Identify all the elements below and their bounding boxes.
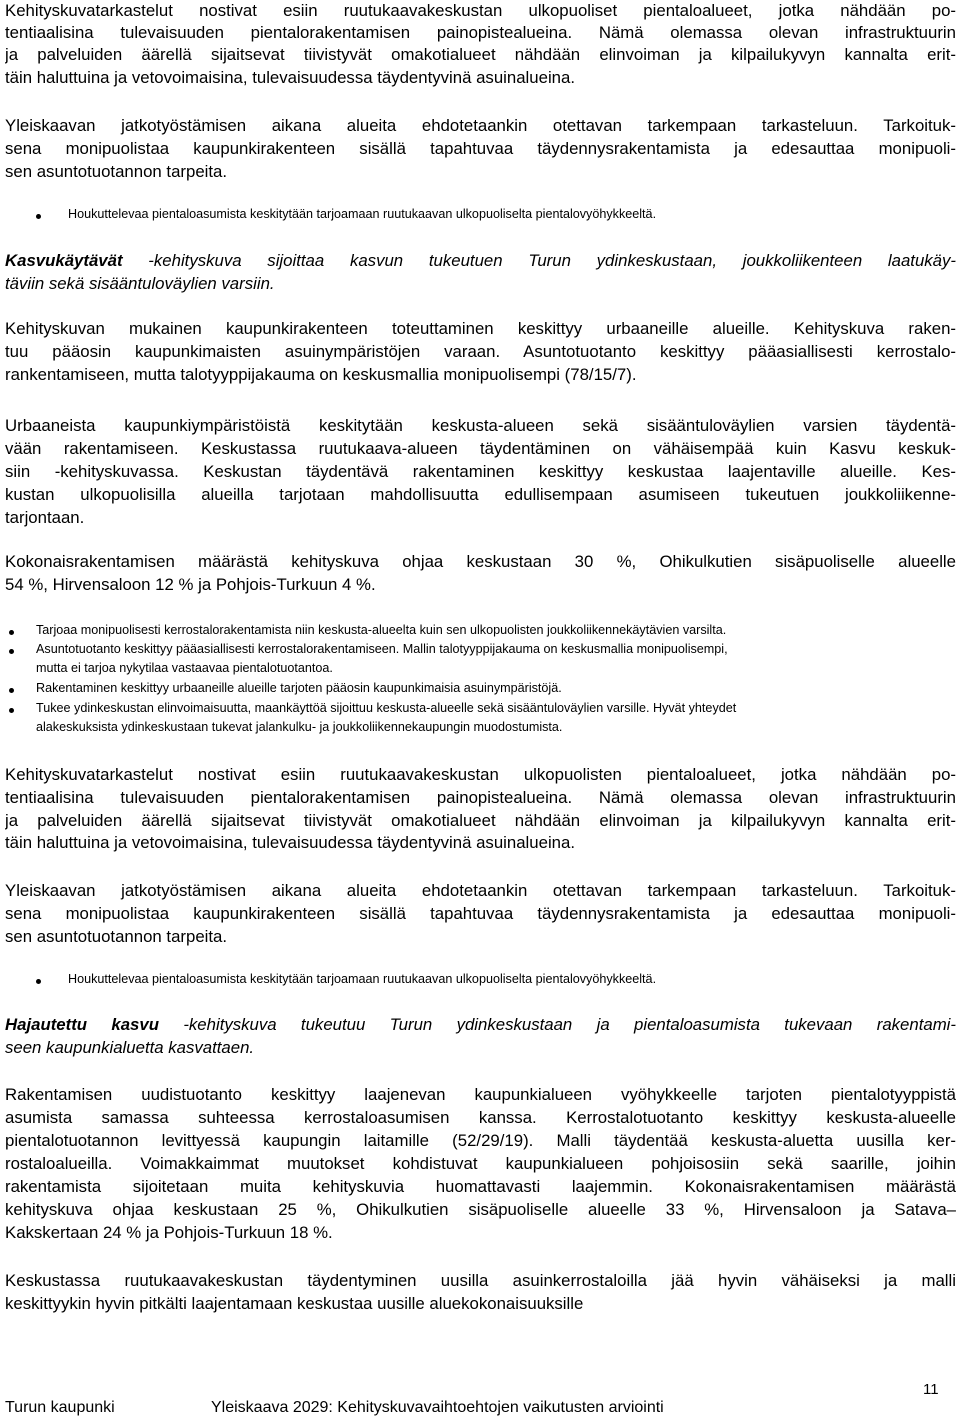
list-item-continuation: mutta ei tarjoa nykytilaa vastaavaa pientalotuotantoa. [36,661,333,675]
bullet-icon [9,708,14,713]
section-keyword: Kasvukäytävät [5,251,123,270]
text-line: Yleiskaavan jatkotyöstämisen aikana alueita ehdotetaankin otettavan tarkempaan tarkasteluun. Tarkoituk- [5,881,956,900]
text-line: ja palveluiden äärellä sijaitsevat tiivistyvät omakotialueet nähdään elinvoiman ja kilpailukyvyn kannalta erit- [5,45,956,64]
text-line: asumista samassa suhteessa kerrostaloasumisen kanssa. Kerrostalotuotanto keskittyy keskusta-alueelle [5,1108,956,1127]
text-line: täviin sekä sisääntuloväylien varsiin. [5,274,275,293]
text-line: 54 %, Hirvensaloon 12 % ja Pohjois-Turkuun 4 %. [5,575,376,594]
text-line: Kokonaisrakentamisen määrästä kehityskuva ohjaa keskustaan 30 %, Ohikulkutien sisäpuoliselle alueelle [5,552,956,571]
list-item: Houkuttelevaa pientaloasumista keskitytään tarjoamaan ruutukaavan ulkopuoliselta pientalovyöhykkeeltä. [68,207,657,221]
text-line: tentiaalisina tulevaisuuden pientalorakentamisen painopistealueina. Nämä olemassa olevan infrastruktuurin [5,23,956,42]
text-line: kehityskuva ohjaa keskustaan 25 %, Ohikulkutien sisäpuoliselle alueelle 33 %, Hirvensaloon ja Satava– [5,1200,956,1219]
bullet-icon [36,214,41,219]
text-line: rakentamista sijoitetaan muita kehityskuvia huomattavasti laajemmin. Kokonaisrakentamisen määrästä [5,1177,956,1196]
section-intro-text: -kehityskuva sijoittaa kasvun tukeutuen Turun ydinkeskustaan, joukkoliikenteen laatukäy- [122,251,956,270]
text-line: Yleiskaavan jatkotyöstämisen aikana alueita ehdotetaankin otettavan tarkempaan tarkasteluun. Tarkoituk- [5,116,956,135]
text-line: täin haluttuina ja vetovoimaisina, tulevaisuudessa täydentyvinä asuinalueina. [5,833,575,852]
text-line: Keskustassa ruutukaavakeskustan täydentyminen uusilla asuinkerrostaloilla jää hyvin vähäiseksi ja malli [5,1271,956,1290]
text-line: vään rakentamiseen. Keskustassa ruutukaava-alueen täydentäminen on vähäisempää kuin Kasvu keskuk- [5,439,956,458]
list-item: Tukee ydinkeskustan elinvoimaisuutta, maankäyttöä sijoittuu keskusta-alueelle sekä sisääntuloväylien varsille. Hyvät yhteydet [36,701,737,715]
bullet-icon [36,979,41,984]
list-item-continuation: alakeskuksista ydinkeskustaan tukevat jalankulku- ja joukkoliikennekaupungin muodostumista. [36,720,563,734]
text-line: siin -kehityskuvassa. Keskustan täydentävä rakentaminen keskittyy keskustaa laajentaville alueille. Kes- [5,462,956,481]
bullet-icon [9,649,14,654]
text-line: tarjontaan. [5,508,85,527]
footer-organization: Turun kaupunki [5,1399,115,1416]
text-line: pientalotuotannon levittyessä kaupungin laitamille (52/29/19). Malli täydentää keskusta-aluetta uusilla ker- [5,1131,956,1150]
text-line: seen kaupunkialuetta kasvattaen. [5,1038,255,1057]
text-line: keskittyykin hyvin pitkälti laajentamaan keskustaa uusille aluekokonaisuuksille [5,1294,584,1313]
section-intro-line [5,250,956,272]
text-line: Rakentamisen uudistuotanto keskittyy laajenevan kaupunkialueen vyöhykkeelle tarjoten pientalotyyppistä [5,1085,956,1104]
text-line: Kehityskuvatarkastelut nostivat esiin ruutukaavakeskustan ulkopuolisten pientaloalueet, jotka nähdään po- [5,765,956,784]
list-item: Tarjoaa monipuolisesti kerrostalorakentamista niin keskusta-alueelta kuin sen ulkopuolisten joukkoliikennekäytävien varsilta. [36,623,727,637]
section-keyword: Hajautettu kasvu [5,1015,159,1034]
text-line: Urbaaneista kaupunkiympäristöistä keskitytään keskusta-alueen sekä sisääntuloväylien varsien täydentä- [5,416,956,435]
text-line: tuu pääosin kaupunkimaisten asuinympäristöjen varaan. Asuntotuotanto keskittyy pääasiallisesti kerrostalo- [5,342,956,361]
text-line: Kehityskuvan mukainen kaupunkirakenteen toteuttaminen keskittyy urbaaneille alueille. Kehityskuva raken- [5,319,956,338]
list-item: Rakentaminen keskittyy urbaaneille alueille tarjoten pääosin kaupunkimaisia asuinympäristöjä. [36,681,562,695]
text-line: rostaloalueilla. Voimakkaimmat muutokset kohdistuvat kaupunkialueen pohjoisosiin sekä saarille, joihin [5,1154,956,1173]
bullet-icon [9,630,14,635]
text-line: sena monipuolistaa kaupunkirakenteen sisällä tapahtuvaa täydennysrakentamista ja edesauttaa monipuoli- [5,139,956,158]
text-line: tentiaalisina tulevaisuuden pientalorakentamisen painopistealueina. Nämä olemassa olevan infrastruktuurin [5,788,956,807]
text-line: rankentamiseen, mutta talotyyppijakauma on keskusmallia monipuolisempi (78/15/7). [5,365,637,384]
bullet-icon [9,688,14,693]
section-intro-line [5,1014,956,1036]
text-line: sen asuntotuotannon tarpeita. [5,162,228,181]
list-item: Asuntotuotanto keskittyy pääasiallisesti kerrostalorakentamiseen. Mallin talotyyppijakauma on keskusmallia monipuolisempi, [36,642,728,656]
section-intro-text: -kehityskuva tukeutuu Turun ydinkeskustaan ja pientaloasumista tukevaan rakentami- [158,1015,956,1034]
text-line: Kakskertaan 24 % ja Pohjois-Turkuun 18 %. [5,1223,333,1242]
text-line: sena monipuolistaa kaupunkirakenteen sisällä tapahtuvaa täydennysrakentamista ja edesauttaa monipuoli- [5,904,956,923]
text-line: täin haluttuina ja vetovoimaisina, tulevaisuudessa täydentyvinä asuinalueina. [5,68,575,87]
text-line: ja palveluiden äärellä sijaitsevat tiivistyvät omakotialueet nähdään elinvoiman ja kilpailukyvyn kannalta erit- [5,811,956,830]
text-line: sen asuntotuotannon tarpeita. [5,927,228,946]
text-line: kustan ulkopuolisilla alueilla tarjotaan mahdollisuutta edullisempaan asumiseen tukeutuen joukkoliikenne- [5,485,956,504]
text-line: Kehityskuvatarkastelut nostivat esiin ruutukaavakeskustan ulkopuoliset pientaloalueet, jotka nähdään po- [5,1,956,20]
footer-document-title: Yleiskaava 2029: Kehityskuvavaihtoehtojen vaikutusten arviointi [211,1399,664,1416]
page-number: 11 [923,1381,939,1398]
list-item: Houkuttelevaa pientaloasumista keskitytään tarjoamaan ruutukaavan ulkopuoliselta pientalovyöhykkeeltä. [68,972,657,986]
